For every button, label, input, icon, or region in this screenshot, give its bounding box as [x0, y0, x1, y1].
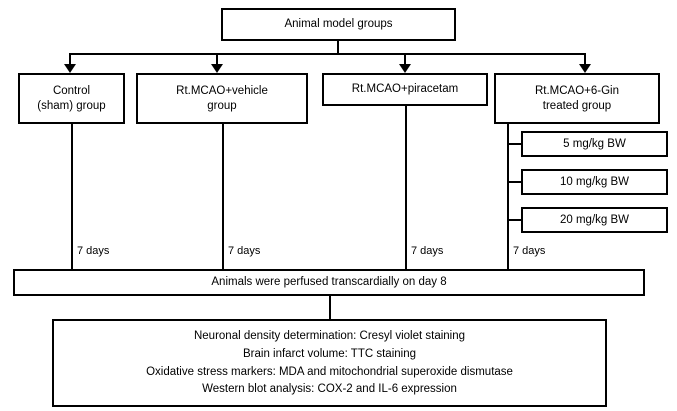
connector-vehicle-down [222, 124, 224, 269]
results-line-3: Oxidative stress markers: MDA and mitochondrial superoxide dismutase [146, 365, 513, 378]
arrow-vehicle [211, 64, 223, 73]
node-label: 5 mg/kg BW [563, 137, 626, 150]
node-label: 20 mg/kg BW [559, 213, 630, 226]
results-line-4: Western blot analysis: COX-2 and IL-6 expression [202, 383, 457, 396]
day-label-control: 7 days [77, 245, 110, 257]
results-line-1: Neuronal density determination: Cresyl violet staining [193, 330, 466, 342]
connector-perfusion-down [329, 296, 331, 319]
node-gin-group [494, 73, 660, 124]
connector-title-down [337, 41, 339, 53]
day-label-piracetam: 7 days [411, 245, 444, 257]
node-dose-10mg [521, 169, 668, 195]
connector-piracetam-down [405, 106, 407, 269]
connector-dose-20mg-stub [507, 219, 523, 221]
node-label-line-1: Rt.MCAO+6-Gin [534, 85, 620, 98]
day-label-gin: 7 days [513, 245, 546, 257]
node-label-line-1: Rt.MCAO+vehicle [176, 85, 268, 98]
node-dose-5mg [521, 131, 668, 157]
connector-distribution-bar [69, 53, 586, 55]
node-results [52, 319, 607, 407]
node-label-line-2: group [207, 99, 237, 112]
connector-dose-5mg-stub [507, 143, 523, 145]
node-perfusion [13, 269, 645, 296]
node-label-line-1: Control [52, 85, 91, 98]
node-label-line-2: (sham) group [37, 99, 106, 112]
node-label-line-1: Rt.MCAO+piracetam [351, 83, 459, 96]
connector-control-down [71, 124, 73, 269]
arrow-control [64, 64, 76, 73]
results-line-2: Brain infarct volume: TTC staining [243, 347, 416, 360]
node-dose-20mg [521, 207, 668, 233]
connector-dose-10mg-stub [507, 181, 523, 183]
arrow-piracetam [399, 64, 411, 73]
node-label: Animals were perfused transcardially on day 8 [211, 276, 447, 289]
node-label-line-2: treated group [542, 99, 612, 112]
node-animal-model-groups [221, 8, 456, 41]
node-label: Animal model groups [284, 18, 393, 31]
day-label-vehicle: 7 days [228, 245, 261, 257]
node-control-group [18, 73, 125, 124]
node-vehicle-group [136, 73, 308, 124]
arrow-gin [579, 64, 591, 73]
node-piracetam-group [322, 73, 488, 106]
connector-gin-spine [507, 124, 509, 269]
node-label: 10 mg/kg BW [559, 175, 630, 188]
